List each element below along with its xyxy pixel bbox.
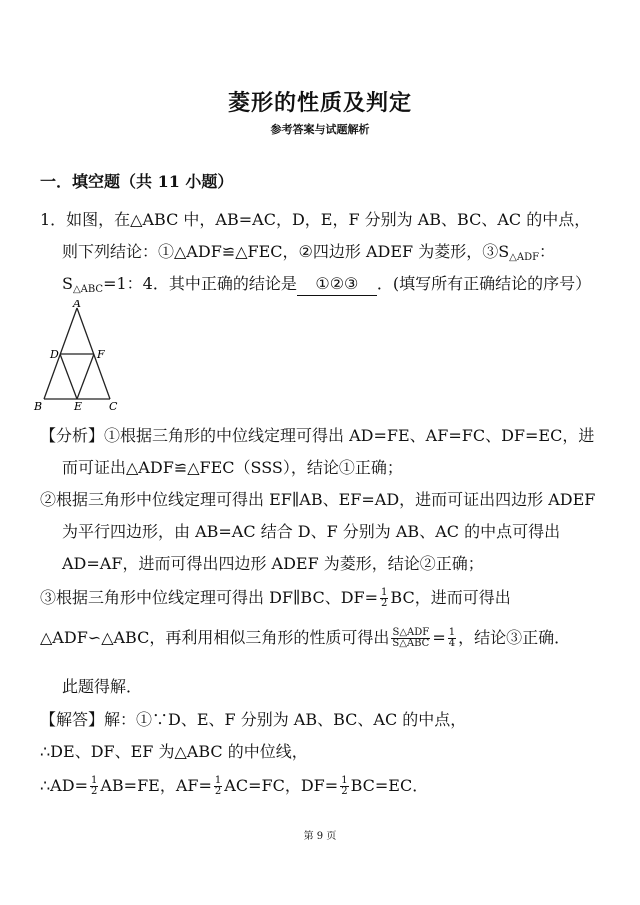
fraction-half-3-denominator: 2 [341,786,348,797]
fraction-quarter [448,628,456,649]
page-subtitle: 参考答案与试题解析 [270,123,370,136]
section-heading: 一．填空题（共 11 小题） [40,172,234,191]
fraction-quarter-denominator: 4 [448,638,456,649]
solution-line-2: ∴DE、DF、EF 为△ABC 的中位线， [40,742,308,761]
question-line-2-text: 则下列结论：①△ADF≌△FEC，②四边形 ADEF 为菱形，③S [62,242,510,261]
label-a: A [73,300,81,310]
label-f: F [97,348,105,361]
page-number: 第 9 页 [303,831,337,842]
fraction-denominator: 2 [381,598,388,609]
label-c: C [109,400,118,413]
fraction-half-2-denominator: 2 [214,786,222,797]
fraction-half-1-denominator: 2 [90,786,98,797]
analysis-line-2: 而可证出△ADF≌△FEC（SSS），结论①正确； [62,458,403,477]
fraction-numerator: 1 [381,587,388,598]
solution-line-3-a: ∴AD= [40,776,88,795]
question-line-2-subscript: △ADF [509,252,540,263]
analysis-line-7-eq: = [432,628,446,647]
fraction-area-denominator: S△ABC [392,638,430,649]
analysis-line-5: AD=AF，进而可得出四边形 ADEF 为菱形，结论②正确； [62,554,484,573]
question-line-3-subscript: △ABC [72,284,104,295]
solution-line-3 [40,775,428,797]
question-line-3-end: ．(填写所有正确结论的序号） [376,274,592,293]
fraction-half-3-numerator: 1 [341,775,348,786]
question-line-3-mid: =1：4．其中正确的结论是 [103,274,297,293]
analysis-line-7-b: ，结论③正确． [458,628,571,647]
solution-line-1: 【解答】解：①∵D、E、F 分别为 AB、BC、AC 的中点， [40,710,467,729]
fraction-area-ratio [391,628,430,649]
label-e: E [74,400,83,413]
analysis-line-7-a: △ADF∽△ABC，再利用相似三角形的性质可得出 [40,628,390,647]
fraction-half-3 [340,776,348,797]
analysis-line-8: 此题得解． [62,677,143,696]
analysis-line-7 [40,627,570,649]
fraction-area-numerator: S△ADF [392,627,430,638]
triangle-figure [30,300,125,415]
fraction-half-1 [90,776,98,797]
question-line-2-end: ： [539,242,556,261]
analysis-line-6-a: ③根据三角形中位线定理可得出 DF∥BC、DF= [40,588,379,607]
fraction-quarter-numerator: 1 [448,627,456,638]
question-line-3 [62,273,591,301]
segment-de [60,354,77,399]
answer-blank: ①②③ [297,273,377,296]
analysis-line-4: 为平行四边形，由 AB=AC 结合 D、F 分别为 AB、AC 的中点可得出 [62,522,561,541]
label-b: B [34,400,43,413]
question-line-3-start: S [62,274,73,293]
solution-line-3-c: AC=FC，DF= [224,776,339,795]
analysis-line-6 [40,587,511,609]
question-line-1: 1．如图，在△ABC 中，AB=AC，D，E，F 分别为 AB、BC、AC 的中点， [40,210,591,229]
fraction-half [380,588,388,609]
label-d: D [50,348,59,361]
fraction-half-2-numerator: 1 [214,775,222,786]
fraction-half-2 [214,776,222,797]
question-line-2 [62,241,555,269]
analysis-line-6-b: BC，进而可得出 [390,588,511,607]
fraction-half-1-numerator: 1 [90,775,98,786]
page-title: 菱形的性质及判定 [227,90,412,116]
analysis-line-3: ②根据三角形中位线定理可得出 EF∥AB、EF=AD，进而可证出四边形 ADEF [40,490,596,509]
segment-ef [77,354,94,399]
solution-line-3-d: BC=EC． [350,776,429,795]
solution-line-3-b: AB=FE，AF= [100,776,212,795]
analysis-line-1: 【分析】①根据三角形的中位线定理可得出 AD=FE、AF=FC、DF=EC，进 [40,426,595,445]
